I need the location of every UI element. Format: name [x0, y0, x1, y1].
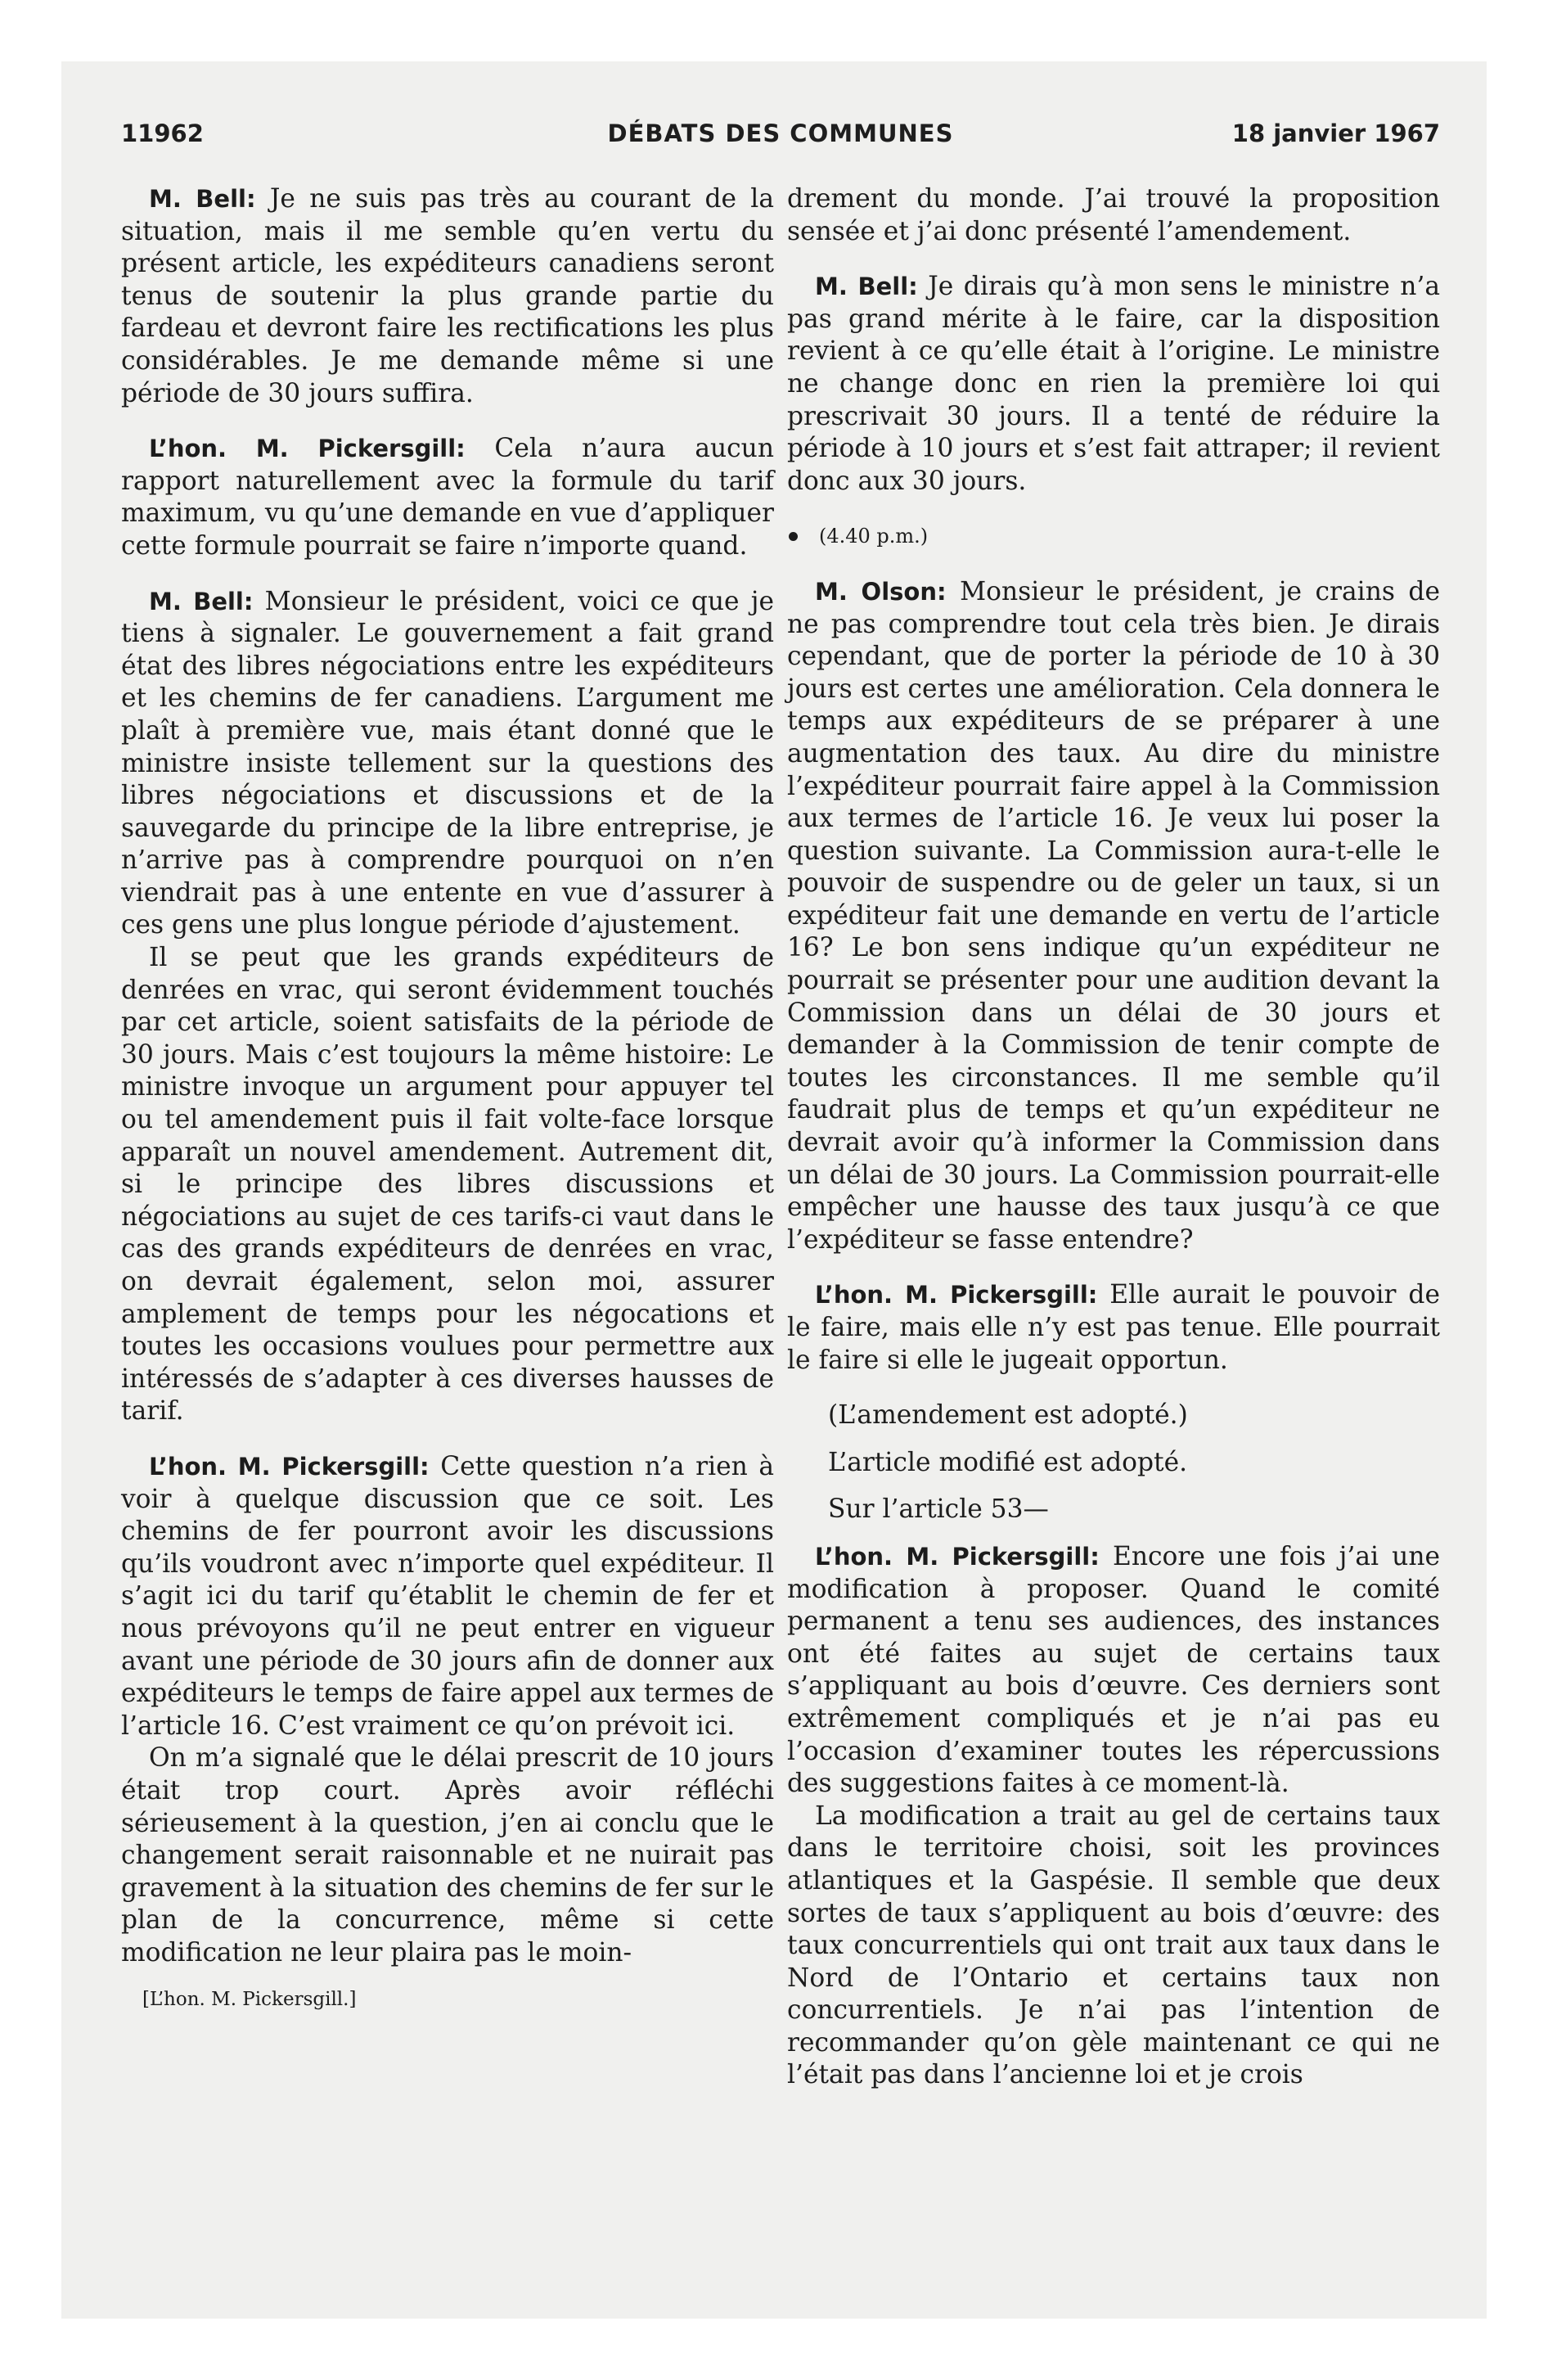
- speaker-name: L’hon. M. Pickersgill:: [149, 1452, 430, 1481]
- speech-text: Monsieur le président, je crains de ne pas comprendre tout cela très bien. Je dirais cependant, que de porter la période de 10 à 30 jours est certes une amélioration. Cela donnera le temps aux expéditeurs de se préparer à une augmentation des taux. Au dire du ministre l’expéditeur pourrait faire appel à la Commission aux termes de l’article 16. Je veux lui poser la question suivante. La Commission aura-t-elle le pouvoir de suspendre ou de geler un taux, si un expéditeur fait une demande en vertu de l’article 16? Le bon sens indique qu’un expéditeur ne pourrait se présenter pour une audition devant la Commission dans un délai de 30 jours et demander à la Commission de tenir compte de toutes les circonstances. Il me semble qu’il faudrait plus de temps et qu’un expéditeur ne devrait avoir qu’à informer la Commission dans un délai de 30 jours. La Commission pourrait-elle empêcher une hausse des taux jusqu’à ce que l’expéditeur se fasse entendre?: [787, 576, 1440, 1255]
- speech-text: Je ne suis pas très au courant de la situation, mais il me semble qu’en vertu du présent article, les expéditeurs canadiens seront tenus de soutenir la plus grande partie du fardeau et devront faire les rectifications les plus considérables. Je me demande même si une période de 30 jours suffira.: [121, 184, 774, 408]
- speaker-name: L’hon. M. Pickersgill:: [815, 1542, 1100, 1571]
- speaker-name: M. Bell:: [815, 273, 918, 301]
- paragraph: [121, 586, 774, 943]
- paragraph: drement du monde. J’ai trouvé la proposition sensée et j’ai donc présenté l’amendement.: [787, 184, 1440, 246]
- paragraph: [121, 183, 774, 410]
- left-column: [121, 183, 774, 2040]
- time-stamp: [787, 521, 1440, 553]
- speech-text: Cela n’aura aucun rapport naturellement avec la formule du tarif maximum, vu qu’une demande en vue d’appliquer cette formule pourrait se faire n’importe quand.: [121, 434, 774, 561]
- paragraph: [121, 433, 774, 562]
- page-date: 18 janvier 1967: [1231, 119, 1440, 147]
- paragraph: [787, 1541, 1440, 1801]
- speaker-name: M. Bell:: [149, 587, 254, 615]
- publication-title: DÉBATS DES COMMUNES: [607, 119, 954, 147]
- bullet-marker: [789, 532, 798, 541]
- paragraph: On m’a signalé que le délai prescrit de 10 jours était trop court. Après avoir réfléchi sérieusement à la question, j’en ai conclu que le changement serait raisonnable et ne nuirait pas gravement à la situation des chemins de fer sur le plan de la concurrence, même si cette modification ne leur plaira pas le moin-: [121, 1743, 774, 1968]
- paragraph: [787, 1279, 1440, 1377]
- speaker-name: M. Bell:: [149, 185, 256, 213]
- page-header: [121, 119, 1440, 156]
- speaker-attribution: [L’hon. M. Pickersgill.]: [142, 1989, 357, 2011]
- speech-text: Je dirais qu’à mon sens le ministre n’a pas grand mérite à le faire, car la disposition revient à ce qu’elle était à l’origine. Le ministre ne change donc en rien la première loi qui prescrivait 30 jours. Il a tenté de réduire la période à 10 jours et s’est fait attraper; il revient donc aux 30 jours.: [787, 272, 1440, 496]
- right-column: [787, 183, 1440, 2092]
- procedural-note: L’article modifié est adopté.: [828, 1447, 1188, 1477]
- speech-text: Elle aurait le pouvoir de le faire, mais elle n’y est pas tenue. Elle pourrait le faire si elle le jugeait opportun.: [787, 1280, 1440, 1375]
- paragraph: Il se peut que les grands expéditeurs de denrées en vrac, qui seront évidemment touchés par cet article, soient satisfaits de la période de 30 jours. Mais c’est toujours la même histoire: Le ministre invoque un argument pour appuyer tel ou tel amendement puis il fait volte-face lorsque apparaît un nouvel amendement. Autrement dit, si le principe des libres discussions et négociations au sujet de ces tarifs-ci vaut dans le cas des grands expéditeurs de denrées en vrac, on devrait également, selon moi, assurer amplement de temps pour les négocations et toutes les occasions voulues pour permettre aux intéressés de s’adapter à ces diverses hausses de tarif.: [121, 943, 774, 1427]
- paragraph: La modification a trait au gel de certains taux dans le territoire choisi, soit les provinces atlantiques et la Gaspésie. Il semble que deux sortes de taux s’appliquent au bois d’œuvre: des taux concurrentiels qui ont trait aux taux dans le Nord de l’Ontario et certains taux non concurrentiels. Je n’ai pas l’intention de recommander qu’on gèle maintenant ce qui ne l’était pas dans l’ancienne loi et je crois: [787, 1801, 1440, 2090]
- paragraph: [787, 576, 1440, 1256]
- paragraph: [121, 1451, 774, 1742]
- page-number: 11962: [121, 119, 204, 147]
- speaker-name: L’hon. M. Pickersgill:: [149, 435, 466, 463]
- paragraph: [787, 271, 1440, 498]
- procedural-note: Sur l’article 53—: [828, 1494, 1049, 1525]
- time-stamp-text: (4.40 p.m.): [819, 525, 929, 548]
- speech-text: Monsieur le président, voici ce que je tiens à signaler. Le gouvernement a fait grand état des libres négociations entre les expéditeurs et les chemins de fer canadiens. L’argument me plaît à première vue, mais étant donné que le ministre insiste tellement sur la questions des libres négociations et discussions et de la sauvegarde du principe de la libre entreprise, je n’arrive pas à comprendre pourquoi on n’en viendrait pas à une entente en vue d’assurer à ces gens une plus longue période d’ajustement.: [121, 586, 774, 940]
- procedural-note: (L’amendement est adopté.): [828, 1400, 1188, 1431]
- speech-text: Cette question n’a rien à voir à quelque discussion que ce soit. Les chemins de fer pourront avoir les discussions qu’ils voudront avec n’importe quel expéditeur. Il s’agit ici du tarif qu’établit le chemin de fer et nous prévoyons qu’il ne peut entrer en vigueur avant une période de 30 jours afin de donner aux expéditeurs le temps de faire appel aux termes de l’article 16. C’est vraiment ce qu’on prévoit ici.: [121, 1451, 774, 1741]
- speaker-name: M. Olson:: [815, 577, 947, 606]
- speech-text: Encore une fois j’ai une modification à proposer. Quand le comité permanent a tenu ses audiences, des instances ont été faites au sujet de certains taux s’appliquant au bois d’œuvre. Ces derniers sont extrêmement compliqués et je n’ai pas eu l’occasion d’examiner toutes les répercussions des suggestions faites à ce moment-là.: [787, 1541, 1440, 1799]
- speaker-name: L’hon. M. Pickersgill:: [815, 1281, 1098, 1309]
